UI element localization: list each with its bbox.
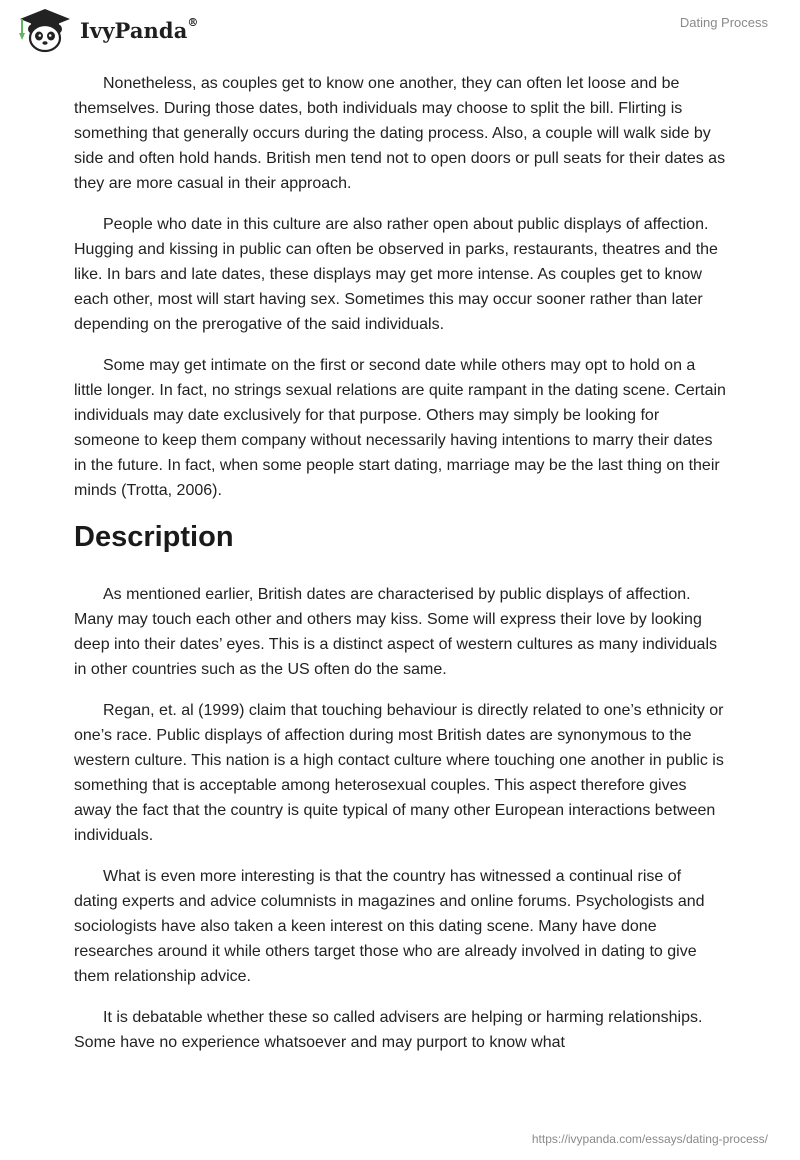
paragraph: As mentioned earlier, British dates are characterised by public displays of affection. Many may touch each other and others may kiss. Some will express their love by looking deep into their dates’ eyes. This is a distinct aspect of western cultures as many individuals in other countries such as the US often do the same. [74,586,717,678]
paragraph: People who date in this culture are also rather open about public displays of affection. Hugging and kissing in public can often be observed in parks, restaurants, theatres and the like. In bars and late dates, these displays may get more intense. As couples get to know each other, most will start having sex. Sometimes this may occur sooner rather than later depending on the prerogative of the said individuals. [74,216,718,333]
registered-mark: ® [187,15,199,29]
paragraph: Nonetheless, as couples get to know one another, they can often let loose and be themselves. During those dates, both individuals may choose to split the bill. Flirting is something that generally occurs during the dating process. Also, a couple will walk side by side and often hold hands. British men tend not to open doors or pull seats for their dates as they are more casual in their approach. [74,75,726,192]
paragraph: What is even more interesting is that the country has witnessed a continual rise of dating experts and advice columnists in magazines and online forums. Psychologists and sociologists have also taken a keen interest on this dating scene. Many have done researches around it while others target those who are already involved in dating to give them relationship advice. [74,868,705,985]
panda-graduation-cap-icon [16,7,74,53]
brand-name: IvyPanda® [80,15,199,43]
ivypanda-logo[interactable] [16,7,199,53]
essay-body [74,71,726,1071]
paragraph: It is debatable whether these so called advisers are helping or harming relationships. Some have no experience whatsoever and may purport to know what [74,1009,703,1051]
paragraph: Some may get intimate on the first or second date while others may opt to hold on a little longer. In fact, no strings sexual relations are quite rampant in the dating scene. Certain individuals may date exclusively for that purpose. Others may simply be looking for someone to keep them company without necessarily having intentions to marry their dates in the future. In fact, when some people start dating, marriage may be the last thing on their minds (Trotta, 2006). [74,357,726,499]
source-url[interactable]: https://ivypanda.com/essays/dating-process/ [531,1132,768,1146]
page-header [0,0,800,60]
section-heading: Description [74,521,234,553]
document-title: Dating Process [679,15,768,30]
paragraph: Regan, et. al (1999) claim that touching behaviour is directly related to one’s ethnicity or one’s race. Public displays of affection during most British dates are synonymous to the western culture. This nation is a high contact culture where touching one another in public is something that is acceptable among heterosexual couples. This aspect therefore gives away the fact that the country is quite typical of many other European interactions between individuals. [74,702,724,844]
